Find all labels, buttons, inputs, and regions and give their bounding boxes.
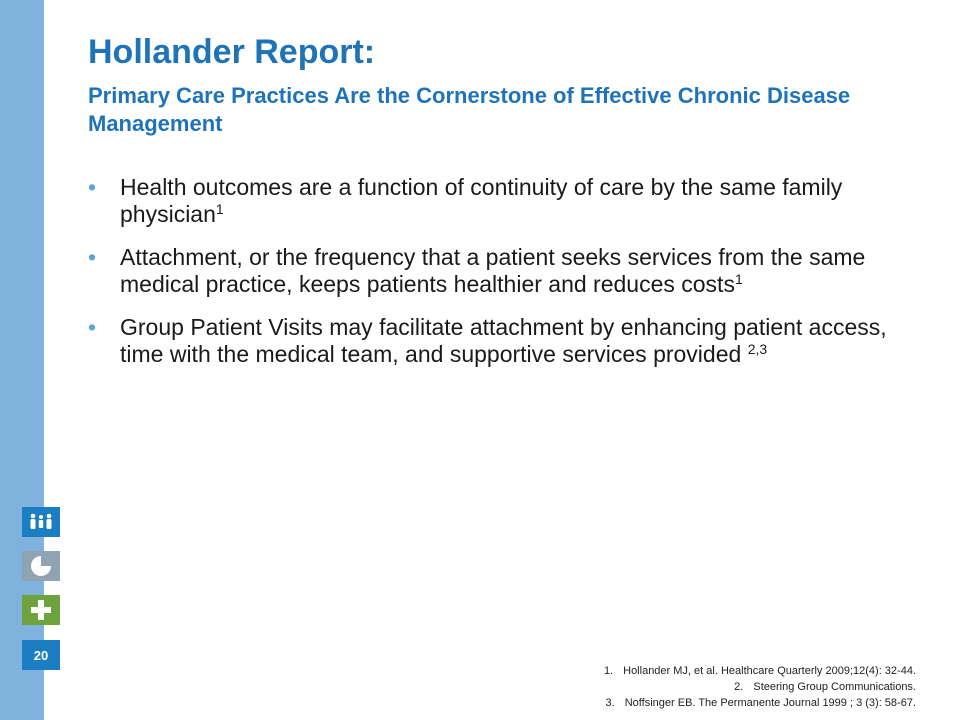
page-number: 20 bbox=[22, 640, 60, 670]
bullet-marker: • bbox=[88, 243, 97, 270]
reference-text: Noffsinger EB. The Permanente Journal 1999 ; 3 (3): 58-67. bbox=[624, 696, 916, 709]
bullet-item bbox=[88, 314, 928, 368]
reference-text: Steering Group Communications. bbox=[753, 680, 916, 693]
bullet-text: Health outcomes are a function of continuity of care by the same family physician bbox=[120, 174, 843, 227]
clock-tile bbox=[22, 551, 60, 581]
bullet-item bbox=[88, 174, 928, 228]
plus-icon bbox=[30, 599, 52, 621]
people-tile bbox=[22, 507, 60, 537]
reference-item bbox=[604, 680, 916, 696]
bullet-citation: 2,3 bbox=[747, 340, 768, 357]
people-icon bbox=[29, 513, 53, 531]
slide-subtitle: Primary Care Practices Are the Cornerstone of Effective Chronic Disease Management bbox=[88, 83, 851, 136]
reference-item bbox=[604, 664, 916, 680]
references bbox=[604, 664, 916, 712]
reference-item bbox=[604, 696, 916, 712]
bullet-item bbox=[88, 244, 928, 298]
reference-number: 1. bbox=[603, 665, 614, 677]
bullet-citation: 1 bbox=[215, 200, 224, 217]
bullet-text: Attachment, or the frequency that a patient seeks services from the same medical practice, keeps patients healthier and reduces costs bbox=[120, 243, 866, 297]
bullet-marker: • bbox=[88, 174, 97, 200]
reference-number: 2. bbox=[734, 680, 744, 693]
reference-number: 3. bbox=[605, 696, 615, 709]
clock-icon bbox=[29, 554, 53, 578]
reference-text: Hollander MJ, et al. Healthcare Quarterly 2009;12(4): 32-44. bbox=[623, 665, 916, 677]
bullet-list bbox=[88, 174, 928, 383]
bullet-marker: • bbox=[88, 313, 97, 340]
bullet-citation: 1 bbox=[734, 270, 743, 287]
slide-title: Hollander Report: bbox=[88, 33, 376, 71]
bullet-text: Group Patient Visits may facilitate attachment by enhancing patient access, time with the medical team, and supportive services provided bbox=[120, 313, 887, 367]
plus-tile bbox=[22, 595, 60, 625]
